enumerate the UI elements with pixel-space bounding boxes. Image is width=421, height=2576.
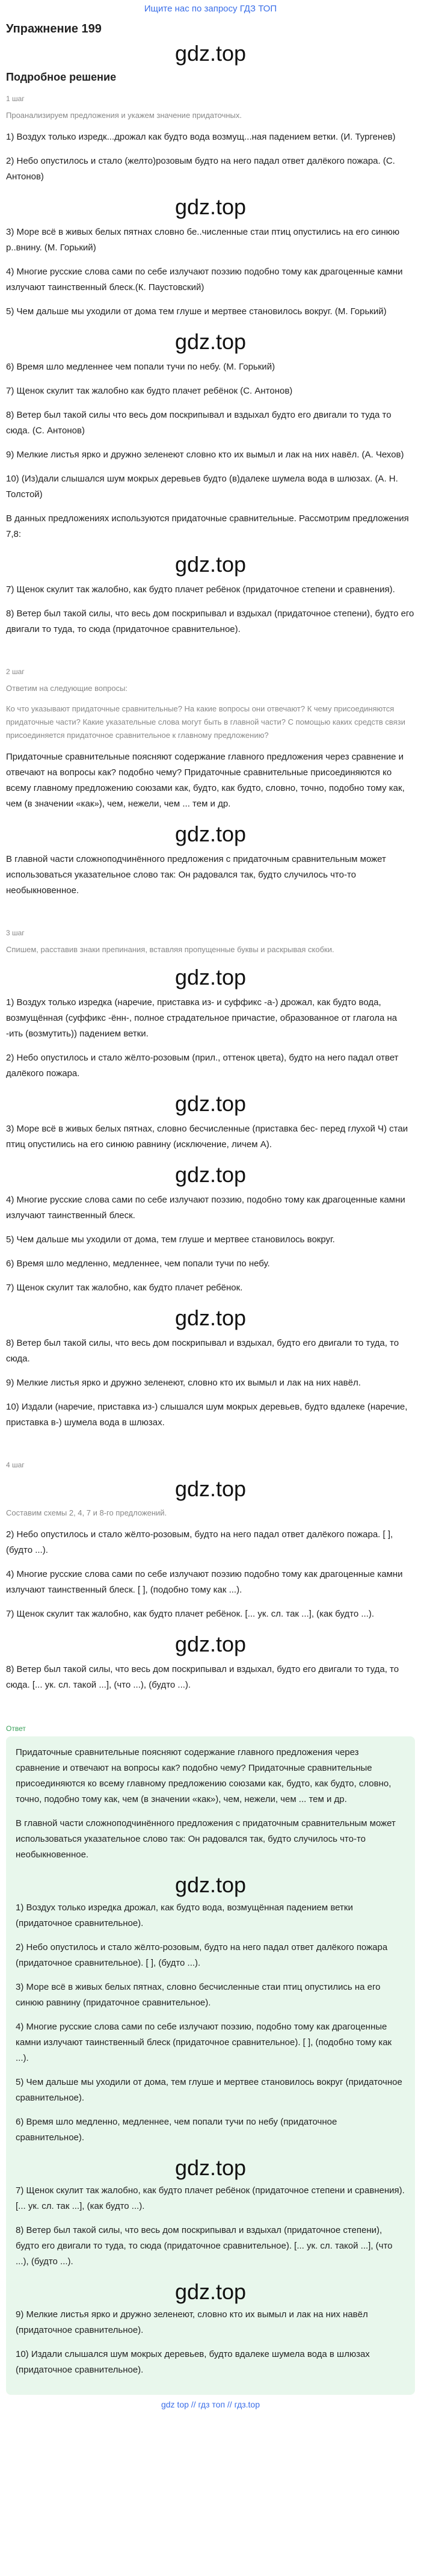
sentence: 7) Щенок скулит так жалобно, как будто плачет ребёнок (придаточное степени и сравнения). [6,584,395,595]
sentence: 2) Небо опустилось и стало жёлто-розовым (прил., оттенок цвета), будто на него падал ответ далёкого пожара. [6,1053,399,1079]
step-label: 2 шаг [6,667,25,676]
exercise-title: Упражнение 199 [6,22,102,36]
sentence: 6) Время шло медленно, медленнее, чем попали тучи по небу. [6,1259,270,1269]
answer-sentence: 4) Многие русские слова сами по себе излучают поэзию, подобно тому как драгоценные камни излучают таинственный блеск (придаточное сравнительное). [ ], (подобно тому как ...). [16,2022,392,2063]
sentence: 10) (Из)дали слышался шум мокрых деревьев будто (в)далеке шумела вода в шлюзах. (А. Н. Толстой) [6,474,398,500]
watermark: gdz.top [174,822,247,846]
sentence-scheme: 7) Щенок скулит так жалобно, как будто плачет ребёнок. [... ук. сл. так ...], (как будто ...). [6,1609,375,1619]
step-hint: Спишем, расставив знаки препинания, вставляя пропущенные буквы и раскрывая скобки. [6,945,334,954]
sentence: 7) Щенок скулит так жалобно как будто плачет ребёнок (С. Антонов) [6,386,293,396]
watermark: gdz.top [174,41,247,66]
sentence-scheme: 4) Многие русские слова сами по себе излучают поэзию подобно тому как драгоценные камни излучают таинственный блеск. [ ], (подобно тому как ...). [6,1569,403,1595]
rule-paragraph: В главной части сложноподчинённого предложения с придаточным сравнительным может использоваться указательное слово так: Он радовался так, будто случилось что-то необыкновенное. [6,854,386,896]
answer-sentence: 1) Воздух только изредка дрожал, как будто вода, возмущённая падением ветки (придаточное сравнительное). [16,1903,353,1928]
answer-label: Ответ [6,1724,26,1733]
step-questions: Ко что указывают придаточные сравнительные? На какие вопросы они отвечают? К чему присоединяются придаточные части? Какие указательные слова могут быть в главной части? С помощью каких средств связи присоединяется придаточное сравнительное к главному предложению? [6,704,405,740]
sentence: 1) Воздух только изредка (наречие, приставка из- и суффикс -а-) дрожал, как будто вода, возмущённая (суффикс -ённ-, полное страдательное причастие, образованное от глагола на -ить (возмутить)) падением ветки. [6,997,398,1039]
step-hint: Ответим на следующие вопросы: [6,684,128,693]
answer-sentence: 7) Щенок скулит так жалобно, как будто плачет ребёнок (придаточное степени и сравнения). [... ук. сл. так ...], (как будто ...). [16,2185,405,2211]
watermark: gdz.top [174,194,247,219]
sentence: 5) Чем дальше мы уходили от дома, тем глуше и мертвее становилось вокруг. [6,1234,335,1245]
watermark: gdz.top [174,552,247,577]
sentence: 9) Мелкие листья ярко и дружно зеленеют, словно кто их вымыл и лак на них навёл. [6,1378,361,1388]
footer-links[interactable]: gdz top // гдз топ // гдз.top [161,2400,260,2409]
step-hint: Проанализируем предложения и укажем значение придаточных. [6,111,242,120]
sentence: 3) Море всё в живых белых пятнах, словно бесчисленные (приставка бес- перед глухой Ч) стаи птиц опустились на его синюю равнину (исключение, личем А). [6,1124,408,1150]
sentence: 4) Многие русские слова сами по себе излучают поэзию, подобно тому как драгоценные камни излучают таинственный блеск. [6,1195,405,1221]
watermark: gdz.top [174,329,247,354]
watermark: gdz.top [174,1305,247,1330]
watermark: gdz.top [174,2279,247,2304]
sentence: 7) Щенок скулит так жалобно, как будто плачет ребёнок. [6,1283,243,1293]
answer-sentence: 8) Ветер был такой силы, что весь дом поскрипывал и вздыхал (придаточное степени), будто его двигали то туда, то сюда (придаточное сравнительное). [... ук. сл. такой ...], (что ...), (будто ...). [16,2225,393,2267]
step-label: 3 шаг [6,929,25,937]
sentence: В данных предложениях используются придаточные сравнительные. Рассмотрим предложения 7,8: [6,513,409,539]
answer-paragraph: В главной части сложноподчинённого предложения с придаточным сравнительным может использоваться указательное слово так: Он радовался так, будто случилось что-то необыкновенное. [16,1818,396,1860]
sentence: 2) Небо опустилось и стало (желто)розовым будто на него падал ответ далёкого пожара. (С. Антонов) [6,156,395,182]
watermark: gdz.top [174,965,247,989]
sentence: 3) Море всё в живых белых пятнах словно бе..численные стаи птиц опустились на его синюю р..внину. (М. Горький) [6,227,400,253]
top-search-link[interactable]: Ищите нас по запросу ГДЗ ТОП [144,4,277,14]
solution-heading: Подробное решение [6,71,117,83]
sentence-scheme: 8) Ветер был такой силы, что весь дом поскрипывал и вздыхал, будто его двигали то туда, то сюда. [... ук. сл. такой ...], (что ...), (будто ...). [6,1664,399,1690]
watermark: gdz.top [174,1162,247,1187]
watermark: gdz.top [174,1632,247,1656]
sentence-scheme: 2) Небо опустилось и стало жёлто-розовым, будто на него падал ответ далёкого пожара. [ ], (будто ...). [6,1529,393,1555]
answer-box [6,1736,415,2395]
watermark: gdz.top [174,1091,247,1116]
sentence: 8) Ветер был такой силы, что весь дом поскрипывал и вздыхал, будто его двигали то туда, то сюда. [6,1338,399,1364]
answer-sentence: 3) Море всё в живых белых пятнах, словно бесчисленные стаи птиц опустились на его синюю равнину (придаточное сравнительное). [16,1982,381,2008]
sentence: 9) Мелкие листья ярко и дружно зеленеют словно кто их вымыл и лак на них навёл. (А. Чехов) [6,450,404,460]
sentence: 8) Ветер был такой силы что весь дом поскрипывал и вздыхал будто его двигали то туда то сюда. (С. Антонов) [6,410,392,436]
sentence: 5) Чем дальше мы уходили от дома тем глуше и мертвее становилось вокруг. (М. Горький) [6,306,387,317]
answer-paragraph: Придаточные сравнительные поясняют содержание главного предложения через сравнение и отвечают на вопросы как? подобно чему? Придаточные сравнительные присоединяются ко всему главному предложению союзами как, будто, как будто, словно, точно, подобно тому как, чем (в значении «как»), чем, нежели, чем ... тем и др. [16,1747,392,1804]
page-content [0,22,421,2414]
watermark: gdz.top [174,1872,247,1897]
sentence: 6) Время шло медленнее чем попали тучи по небу. (М. Горький) [6,362,275,372]
sentence: 4) Многие русские слова сами по себе излучают поэзию подобно тому как драгоценные камни излучают таинственный блеск.(К. Паустовский) [6,267,403,293]
watermark: gdz.top [174,1476,247,1501]
rule-paragraph: Придаточные сравнительные поясняют содержание главного предложения через сравнение и отвечают на вопросы как? подобно чему? Придаточные сравнительные присоединяются ко всему главному предложению союзами как, будто, как будто, словно, точно, подобно тому как, чем (в значении «как»), чем, нежели, чем ... тем и др. [6,752,405,809]
watermark: gdz.top [174,2155,247,2180]
sentence: 8) Ветер был такой силы, что весь дом поскрипывал и вздыхал (придаточное степени), будто его двигали то туда, то сюда (придаточное сравнительное). [6,608,414,634]
step-hint: Составим схемы 2, 4, 7 и 8-го предложений. [6,1508,167,1517]
answer-sentence: 9) Мелкие листья ярко и дружно зеленеют, словно кто их вымыл и лак на них навёл (придаточное сравнительное). [16,2309,368,2335]
sentence: 1) Воздух только изредк...дрожал как будто вода возмущ...ная падением ветки. (И. Тургенев) [6,132,396,142]
answer-sentence: 10) Издали слышался шум мокрых деревьев, будто вдалеке шумела вода в шлюзах (придаточное сравнительное). [16,2349,370,2375]
sentence: 10) Издали (наречие, приставка из-) слышался шум мокрых деревьев, будто вдалеке (наречие, приставка в-) шумела вода в шлюзах. [6,1402,408,1428]
answer-sentence: 6) Время шло медленно, медленнее, чем попали тучи по небу (придаточное сравнительное). [16,2117,337,2143]
step-label: 4 шаг [6,1461,25,1469]
step-label: 1 шаг [6,94,25,103]
answer-sentence: 5) Чем дальше мы уходили от дома, тем глуше и мертвее становилось вокруг (придаточное сравнительное). [16,2077,402,2103]
answer-sentence: 2) Небо опустилось и стало жёлто-розовым, будто на него падал ответ далёкого пожара (придаточное сравнительное). [ ], (будто ...). [16,1942,388,1968]
